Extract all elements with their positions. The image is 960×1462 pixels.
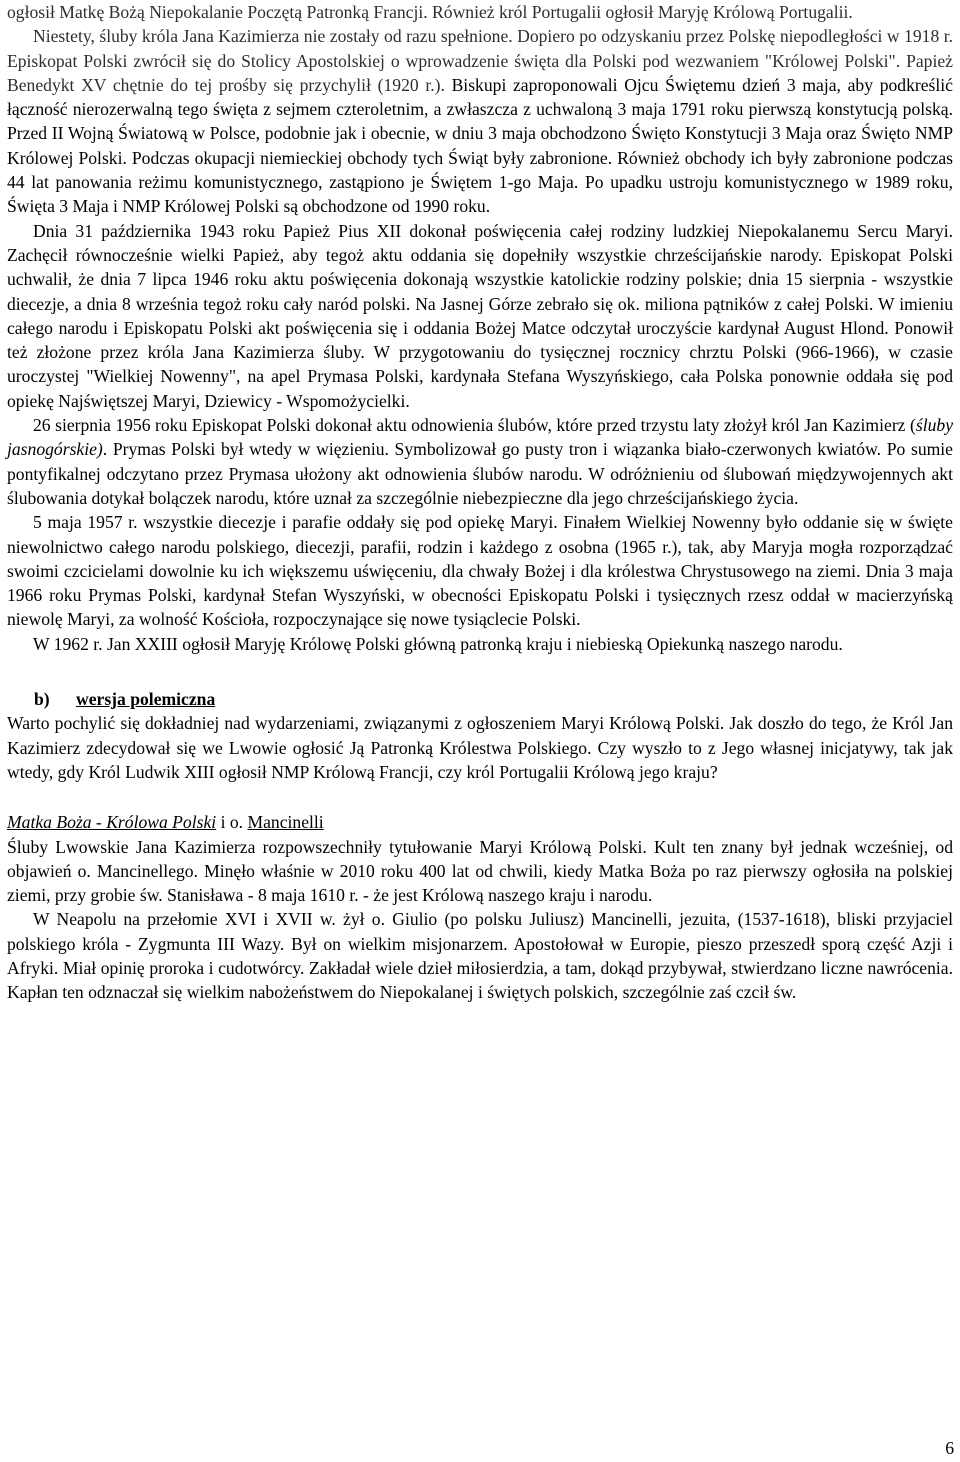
paragraph-1957 — [7, 510, 953, 631]
paragraph-text: ogłosił Matkę Bożą Niepokalanie Poczętą Patronką Francji. Również król Portugalii ogłosił Maryję Królową Portugalii. — [7, 2, 853, 22]
paragraph-niestety — [7, 24, 953, 218]
paragraph-neapol — [7, 907, 953, 1004]
paragraph-text: W Neapolu na przełomie XVI i XVII w. żył o. Giulio (po polsku Juliusz) Mancinelli, jezuita, (1537-1618), bliski przyjaciel polskiego króla - Zygmunta III Wazy. Był on wielkim misjonarzem. Apostołował w Europie, pieszo przeszedł sporą część Azji i Afryki. Miał opinię proroka i cudotwórcy. Zakładał wiele dzieł miłosierdzia, a tam, dokąd przybywał, stwierdzano liczne nawrócenia. Kapłan ten odznaczał się wielkim nabożeństwem do Niepokalanej i świętych polskich, szczególnie zaś czcił św. — [7, 909, 953, 1003]
paragraph-1956 — [7, 413, 953, 510]
paragraph-polemiczna — [7, 711, 953, 784]
paragraph-sluby-lwowskie — [7, 835, 953, 908]
paragraph-text: Warto pochylić się dokładniej nad wydarzeniami, związanymi z ogłoszeniem Maryi Królową Polski. Jak doszło do tego, że Król Jan Kazimierz zdecydował się we Lwowie ogłosić Ją Patronką Królestwa Polskiego. Czy wyszło to z Jego własnej inicjatywy, tak jak wtedy, gdy Król Ludwik XIII ogłosił NMP Królową Francji, czy król Portugalii Królową jego kraju? — [7, 713, 953, 782]
section-title: wersja polemiczna — [76, 689, 216, 710]
paragraph-text: Biskupi zaproponowali Ojcu Świętemu dzień 3 maja, aby podkreślić łączność nierozerwalną tego święta z sejmem czteroletnim, a zwłaszcza z uchwaloną 3 maja 1791 roku pierwszą konstytucją polską. Przed II Wojną Światową w Polsce, podobnie jak i obecnie, w dniu 3 maja obchodzono Święto Konstytucji 3 Maja oraz Święto NMP Królowej Polski. Podczas okupacji niemieckiej obchody tych Świąt były zabronione. Również obchody ich były zabronione podczas 44 lat panowania reżimu komunistycznego, zastąpiono je Świętem 1-go Maja. Po upadku ustroju komunistycznego w 1989 roku, Święta 3 Maja i NMP Królowej Polski są obchodzone od 1990 roku. — [7, 74, 953, 217]
document-page — [7, 0, 953, 1005]
paragraph-text: Niestety, śluby króla Jana Kazimierza nie zostały od razu spełnione. Dopiero po odzyskaniu przez Polskę niepodległości w 1918 r. Episkopat Polski zwrócił się do Stolicy Apostolskiej o wprowadzenie święta dla Polski pod wezwaniem "Królowej Polski". Papież Benedykt XV chętnie do tej prośby się przychylił (1920 r.). — [7, 26, 953, 95]
paragraph-text: Dnia 31 października 1943 roku Papież Pius XII dokonał poświęcenia całej rodziny ludzkiej Niepokalanemu Sercu Maryi. Zachęcił równocześnie wielki Papież, aby tegoż aktu oddania się dopełniły wszystkie chrześcijańskie narody. Episkopat Polski uchwalił, że dnia 7 lipca 1946 roku aktu poświęcenia dokonają wszystkie katolickie rodziny polskie; dnia 15 sierpnia - wszystkie diecezje, a dnia 8 września tegoż roku cały naród polski. Na Jasnej Górze zebrało się ok. miliona pątników z całej Polski. W imieniu całego narodu i Episkopatu Polski akt poświęcenia się i oddania Bożej Matce odczytał uroczyście kardynał August Hlond. Ponowił też złożone przez króla Jana Kazimierza śluby. W przygotowaniu do tysięcznej rocznicy chrztu Polski (966-1966), w czasie uroczystej "Wielkiej Nowenny", na apel Prymasa Polski, kardynała Stefana Wyszyńskiego, cała Polska ponownie oddała się pod opiekę Najświętszej Maryi, Dziewicy - Wspomożycielki. — [7, 220, 953, 411]
paragraph-text: . Prymas Polski był wtedy w więzieniu. Symbolizował go pusty tron i wiązanka biało-czerwonych kwiatów. Po sumie pontyfikalnej odczytano przez Prymasa ułożony akt odnowienia ślubów narodu. W odróżnieniu od ślubowań międzywojennych akt ślubowania dotykał bolączek narodu, które uznał za szczególnie niebezpieczne dla jego chrześcijańskiego życia. — [7, 439, 953, 508]
paragraph-text: 26 sierpnia 1956 roku Episkopat Polski dokonał aktu odnowienia ślubów, które przed trzystu laty złożył król Jan Kazimierz ( — [33, 415, 916, 436]
paragraph-francja-portugalia — [7, 0, 953, 24]
italic-text: śluby jasnogórskie) — [7, 415, 953, 460]
page-number: 6 — [945, 1438, 954, 1458]
paragraph-1962 — [7, 632, 953, 656]
subheading-connector: i o. — [216, 812, 248, 833]
paragraph-text: 5 maja 1957 r. wszystkie diecezje i parafie oddały się pod opiekę Maryi. Finałem Wielkiej Nowenny było oddanie się w święte niewolnictwo całego narodu polskiego, diecezji, parafii, rodzin i każdego z osobna (1965 r.), tak, aby Maryja mogła rozporządzać swoimi czcicielami dowolnie ku ich większemu uświęceniu, dla chwały Bożej i dla królestwa Chrystusowego na ziemi. Dnia 3 maja 1966 roku Prymas Polski, kardynał Stefan Wyszyński, w obecności Episkopatu Polski i tysięcznych rzesz oddał w macierzyńską niewolę Maryi, za wolność Kościoła, rozpoczynające się nowe tysiąclecie Polski. — [7, 512, 953, 630]
paragraph-1943 — [7, 219, 953, 413]
section-letter: b) — [34, 689, 50, 710]
subheading-name: Mancinelli — [247, 812, 324, 833]
paragraph-text: Śluby Lwowskie Jana Kazimierza rozpowszechniły tytułowanie Maryi Królową Polski. Kult ten znany był jednak wcześniej, od objawień o. Mancinellego. Minęło właśnie w 2010 roku 400 lat od chwili, kiedy Matka Boża po raz pierwszy ogłosiła na polskiej ziemi, przy grobie św. Stanisława - 8 maja 1610 r. - że jest Królową naszego kraju i narodu. — [7, 836, 953, 906]
subheading-mancinelli — [7, 810, 953, 834]
section-heading-b — [34, 687, 953, 711]
subheading-italic: Matka Boża - Królowa Polski — [7, 812, 217, 833]
paragraph-text: W 1962 r. Jan XXIII ogłosił Maryję Królowę Polski główną patronką kraju i niebieską Opiekunką naszego narodu. — [33, 633, 843, 654]
